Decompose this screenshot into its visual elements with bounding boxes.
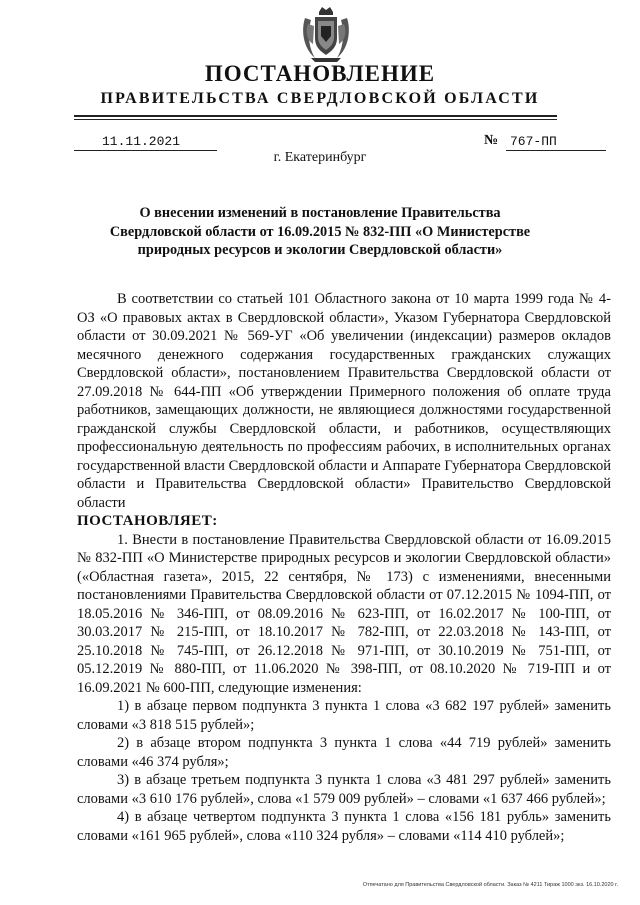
preamble-paragraph: В соответствии со статьей 101 Областного закона от 10 марта 1999 года № 4-ОЗ «О правовых актах в Свердловской области», Указом Губернатора Свердловской области от 30.09.2021 № 569-УГ «Об увеличении (индексации) размеров окладов месячного денежного содержания государственных гражданских служащих Свердловской области», постановлением Правительства Свердловской области от 27.09.2018 № 644-ПП «Об утверждении Примерного положения об оплате труда работников, замещающих должности, не являющиеся должностями государственной гражданской службы Свердловской области, и работников, осуществляющих профессиональную деятельность по профессиям рабочих, в исполнительных органах государственной власти Свердловской области и Аппарате Губернатора Свердловской области и Правительства Свердловской области» Правительство Свердловской области	[77, 291, 611, 511]
item-1-paragraph: 1. Внести в постановление Правительства Свердловской области от 16.09.2015 № 832-ПП «О Министерстве природных ресурсов и экологии Свердловской области» («Областная газета», 2015, 22 сентября, № 173) с изменениями, внесенными постановлениями Правительства Свердловской области от 07.12.2015 № 1094-ПП, от 18.05.2016 № 346-ПП, от 08.09.2016 № 623-ПП, от 16.02.2017 № 100-ПП, от 30.03.2017 № 215-ПП, от 18.10.2017 № 782-ПП, от 22.03.2018 № 143-ПП, от 25.10.2018 № 745-ПП, от 26.12.2018 № 971-ПП, от 30.10.2019 № 751-ПП, от 05.12.2019 № 880-ПП, от 11.06.2020 № 398-ПП, от 08.10.2020 № 719-ПП и от 16.09.2021 № 600-ПП, следующие изменения:	[77, 531, 611, 696]
subitem-1-paragraph: 1) в абзаце первом подпункта 3 пункта 1 слова «3 682 197 рублей» заменить словами «3 818 515 рублей»;	[77, 698, 611, 733]
document-heading: О внесении изменений в постановление Правительства Свердловской области от 16.09.2015 № 832-ПП «О Министерстве природных ресурсов и экологии Свердловской области»	[109, 205, 531, 258]
city-name: г. Екатеринбург	[273, 150, 367, 165]
subitem-4-paragraph: 4) в абзаце четвертом подпункта 3 пункта 1 слова «156 181 рубль» заменить словами «161 965 рублей», слова «110 324 рубля» – словами «114 410 рублей»;	[77, 809, 611, 844]
number-sign: №	[484, 133, 499, 148]
document-body	[77, 290, 611, 845]
header-divider	[74, 115, 557, 120]
issuing-authority: ПРАВИТЕЛЬСТВА СВЕРДЛОВСКОЙ ОБЛАСТИ	[100, 90, 540, 107]
document-number: 767-ПП	[506, 134, 606, 151]
document-type-title: ПОСТАНОВЛЕНИЕ	[204, 61, 436, 86]
coat-of-arms-emblem	[297, 4, 355, 64]
decree-word: ПОСТАНОВЛЯЕТ:	[77, 513, 218, 529]
document-date: 11.11.2021	[74, 134, 217, 151]
subitem-3-paragraph: 3) в абзаце третьем подпункта 3 пункта 1 слова «3 481 297 рублей» заменить словами «3 610 176 рублей», слова «1 579 009 рублей» – словами «1 637 466 рублей»;	[77, 772, 611, 807]
subitem-2-paragraph: 2) в абзаце втором подпункта 3 пункта 1 слова «44 719 рублей» заменить словами «46 374 рубля»;	[77, 735, 611, 770]
print-footer: Отпечатано для Правительства Свердловской области. Заказ № 4211 Тираж 1000 экз. 16.10.2020 г.	[362, 882, 618, 888]
